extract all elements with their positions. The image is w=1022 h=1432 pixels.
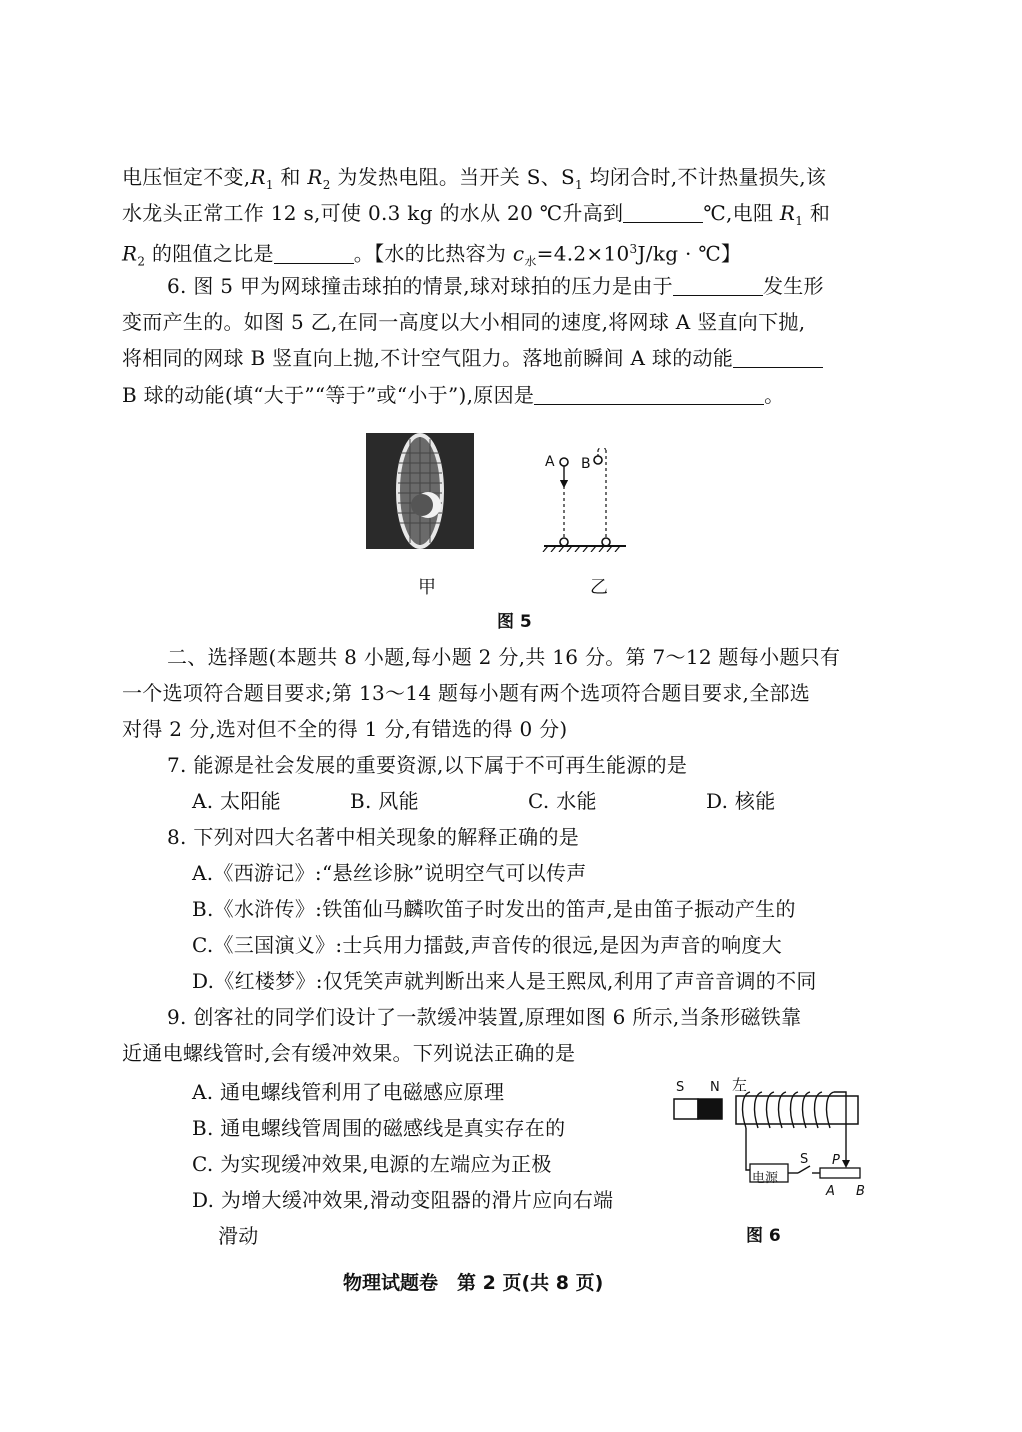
section2-line-1: 二、选择题(本题共 8 小题,每小题 2 分,共 16 分。第 7～12 题每小题只有 <box>167 645 841 669</box>
q5-line-1: 电压恒定不变$,R_1$ 和 $R_2$ 为发热电阻。当开关 S、$S_1$ 均闭合时,不计热量损失,该 <box>122 165 827 192</box>
q8-option-c[interactable]: C.《三国演义》:士兵用力擂鼓,声音传的很远,是因为声音的响度大 <box>192 933 782 957</box>
q8-option-a[interactable]: A.《西游记》:“悬丝诊脉”说明空气可以传声 <box>192 861 587 885</box>
switch-label: S <box>800 1152 809 1167</box>
rheostat-a-label: A <box>826 1184 835 1199</box>
q7-option-a[interactable]: A. 太阳能 <box>192 789 281 813</box>
q9-option-b[interactable]: B. 通电螺线管周围的磁感线是真实存在的 <box>192 1116 566 1140</box>
fig5-caption: 图 5 <box>497 612 532 632</box>
q6-line-3: 将相同的网球 B 竖直向上抛,不计空气阻力。落地前瞬间 A 球的动能 <box>122 344 823 372</box>
q8-stem: 8. 下列对四大名著中相关现象的解释正确的是 <box>167 825 580 849</box>
fig6-caption: 图 6 <box>746 1226 781 1246</box>
solenoid-circuit-diagram <box>670 1080 870 1205</box>
q9-stem-2: 近通电螺线管时,会有缓冲效果。下列说法正确的是 <box>122 1041 576 1065</box>
q9-option-d[interactable]: D. 为增大缓冲效果,滑动变阻器的滑片应向右端 <box>192 1188 614 1212</box>
magnet-s-label: S <box>676 1080 685 1095</box>
ball-b-label: B <box>581 456 591 472</box>
q9-option-a[interactable]: A. 通电螺线管利用了电磁感应原理 <box>192 1080 505 1104</box>
q9-option-c[interactable]: C. 为实现缓冲效果,电源的左端应为正极 <box>192 1152 552 1176</box>
answer-blank[interactable] <box>733 347 823 368</box>
q5-line-2: 水龙头正常工作 12 s,可使 0.3 kg 的水从 20 ℃升高到 ℃,电阻 $R_1$ 和 <box>122 201 831 228</box>
q9-option-d-cont: 滑动 <box>218 1224 259 1248</box>
answer-blank[interactable] <box>673 275 763 296</box>
answer-blank[interactable] <box>623 202 703 223</box>
q7-stem: 7. 能源是社会发展的重要资源,以下属于不可再生能源的是 <box>167 753 688 777</box>
section2-line-2: 一个选项符合题目要求;第 13～14 题每小题有两个选项符合题目要求,全部选 <box>122 681 811 705</box>
q8-option-d[interactable]: D.《红楼梦》:仅凭笑声就判断出来人是王熙凤,利用了声音音调的不同 <box>192 969 817 993</box>
ball-a-label: A <box>545 454 555 470</box>
fig5-sub-left: 甲 <box>418 577 436 598</box>
rheostat-b-label: B <box>856 1184 865 1199</box>
q6-line-4: B 球的动能(填“大于”“等于”或“小于”),原因是 。 <box>122 383 785 407</box>
tennis-racket-photo <box>366 433 474 549</box>
power-source-label: 电源 <box>752 1171 779 1186</box>
magnet-n-label: N <box>710 1080 720 1095</box>
fig5-sub-right: 乙 <box>590 577 608 598</box>
q9-stem-1: 9. 创客社的同学们设计了一款缓冲装置,原理如图 6 所示,当条形磁铁靠 <box>167 1005 802 1029</box>
q7-option-d[interactable]: D. 核能 <box>706 789 776 813</box>
solenoid-left-label: 左 <box>732 1076 748 1094</box>
page-footer: 物理试题卷 第 2 页(共 8 页) <box>343 1272 604 1294</box>
answer-blank[interactable] <box>534 384 764 405</box>
q7-option-c[interactable]: C. 水能 <box>528 789 597 813</box>
q5-line-3: $R_2$ 的阻值之比是 。【水的比热容为 $c_水=4.2\times 10^3J/kg$ · ℃】 <box>122 241 742 269</box>
slider-p-label: P <box>832 1153 840 1168</box>
q6-line-2: 变而产生的。如图 5 乙,在同一高度以大小相同的速度,将网球 A 竖直向下抛, <box>122 310 806 334</box>
q6-line-1: 6. 图 5 甲为网球撞击球拍的情景,球对球拍的压力是由于 发生形 <box>167 274 824 298</box>
q8-option-b[interactable]: B.《水浒传》:铁笛仙马麟吹笛子时发出的笛声,是由笛子振动产生的 <box>192 897 796 921</box>
q7-option-b[interactable]: B. 风能 <box>350 789 419 813</box>
section2-line-3: 对得 2 分,选对但不全的得 1 分,有错选的得 0 分) <box>122 717 568 741</box>
answer-blank[interactable] <box>274 243 354 264</box>
